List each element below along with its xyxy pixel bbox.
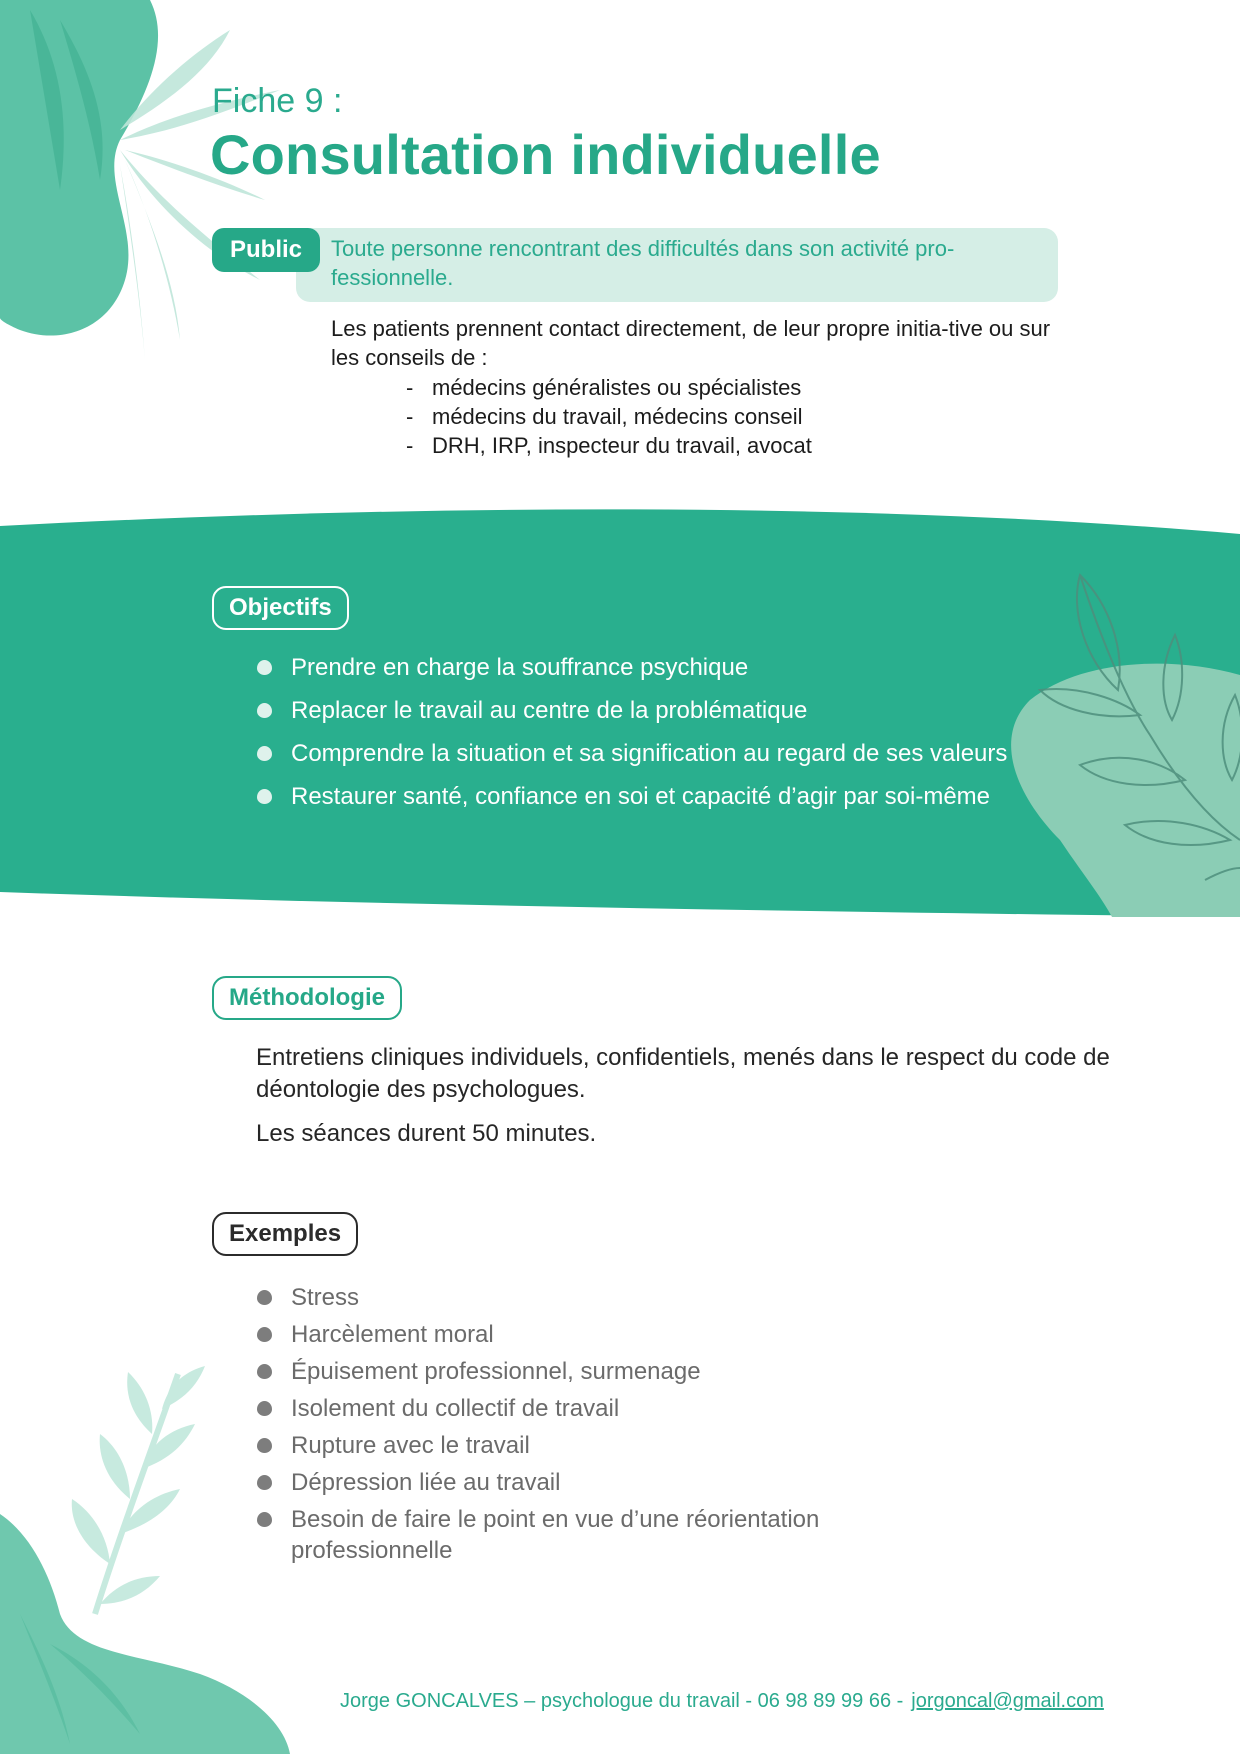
exemple-text: Épuisement professionnel, surmenage <box>291 1358 701 1385</box>
public-label: Public <box>212 228 320 272</box>
list-item <box>255 1430 955 1461</box>
objectifs-heading: Objectifs <box>212 586 349 630</box>
bullet-icon <box>257 1290 272 1305</box>
methodologie-text <box>256 1042 1116 1162</box>
top-left-leaf-decoration <box>0 0 320 380</box>
list-item: - médecins généralistes ou spécialistes <box>404 373 812 402</box>
methodologie-paragraph: Entretiens cliniques individuels, confidentiels, menés dans le respect du code de déontologie des psychologues. <box>256 1044 1110 1103</box>
bullet-icon <box>257 789 272 804</box>
methodologie-paragraph: Les séances durent 50 minutes. <box>256 1120 597 1147</box>
email-link[interactable]: jorgoncal@gmail.com <box>911 1690 1104 1712</box>
exemple-text: Stress <box>291 1284 360 1311</box>
footer-text: Jorge GONCALVES – psychologue du travail - 06 98 89 99 66 - <box>340 1690 904 1712</box>
list-item <box>255 775 1007 818</box>
objectif-text: Replacer le travail au centre de la problématique <box>291 697 808 724</box>
referral-sources-list <box>404 373 812 460</box>
exemple-text: Dépression liée au travail <box>291 1469 561 1496</box>
footer-contact <box>340 1690 1220 1713</box>
objectif-text: Comprendre la situation et sa signification au regard de ses valeurs <box>291 740 1008 767</box>
public-description: Toute personne rencontrant des difficultés dans son activité pro-fessionnelle. <box>331 236 955 290</box>
list-item: - DRH, IRP, inspecteur du travail, avocat <box>404 431 812 460</box>
list-item <box>255 1282 955 1313</box>
exemples-heading: Exemples <box>212 1212 358 1256</box>
list-item <box>255 1393 955 1424</box>
objectif-text: Prendre en charge la souffrance psychique <box>291 654 749 681</box>
exemple-text: Rupture avec le travail <box>291 1432 530 1459</box>
exemple-text: Harcèlement moral <box>291 1321 494 1348</box>
intro-text: Les patients prennent contact directement, de leur propre initia-tive ou sur les conseils de : <box>331 316 1051 370</box>
page-title: Consultation individuelle <box>210 123 881 186</box>
bottom-left-leaf-decoration <box>0 1314 310 1754</box>
bullet-icon <box>257 660 272 675</box>
list-item <box>255 1356 955 1387</box>
sheet-number: Fiche 9 : <box>212 82 343 120</box>
list-item <box>255 1467 955 1498</box>
list-item <box>255 1319 955 1350</box>
objectifs-list <box>255 646 1007 818</box>
list-item <box>255 732 1007 775</box>
exemple-text: Isolement du collectif de travail <box>291 1395 620 1422</box>
bullet-icon <box>257 703 272 718</box>
objectif-text: Restaurer santé, confiance en soi et capacité d’agir par soi-même <box>291 783 991 810</box>
bullet-icon <box>257 746 272 761</box>
exemples-list <box>255 1282 955 1572</box>
exemple-text: Besoin de faire le point en vue d’une réorientation professionnelle <box>291 1506 820 1564</box>
list-item <box>255 646 1007 689</box>
methodologie-heading: Méthodologie <box>212 976 402 1020</box>
list-item: - médecins du travail, médecins conseil <box>404 402 812 431</box>
list-item <box>255 689 1007 732</box>
list-item <box>255 1504 955 1566</box>
